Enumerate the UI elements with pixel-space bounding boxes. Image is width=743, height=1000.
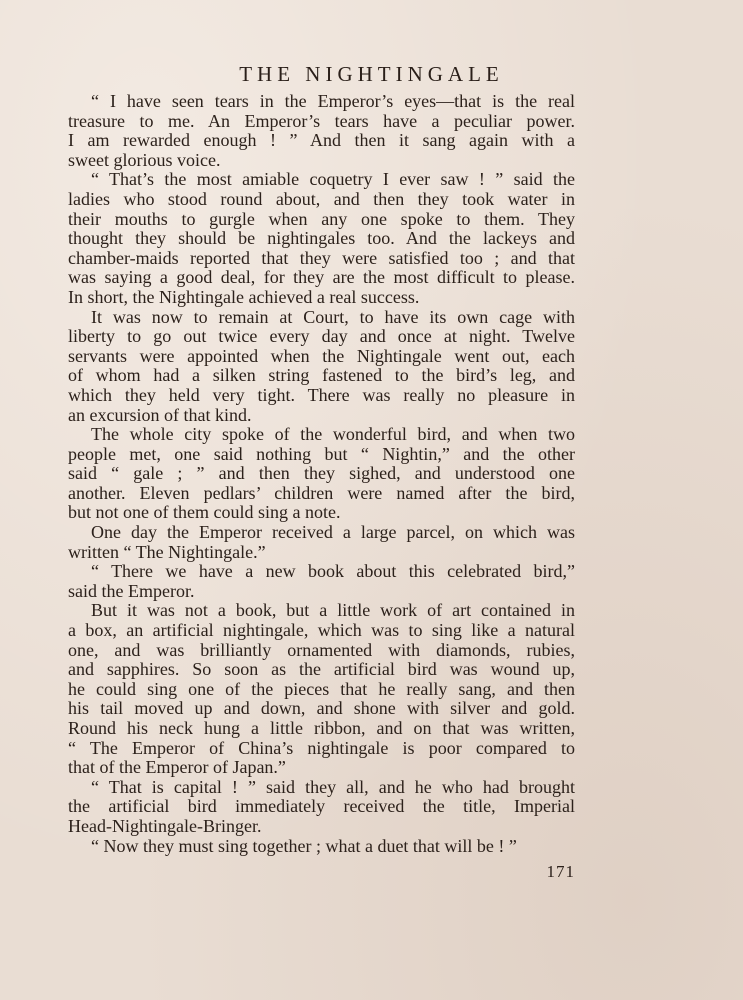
text-line: “ Now they must sing together ; what a duet that will be ! ” [91, 835, 517, 856]
text-line: “ There we have a new book about this celebrated bird,” [91, 561, 575, 582]
text-line: said the Emperor. [68, 580, 195, 601]
text-line: Head-Nightingale-Bringer. [68, 815, 262, 836]
text-line: their mouths to gurgle when any one spoke to them. They [68, 208, 575, 229]
text-line: a box, an artificial nightingale, which was to sing like a natural [68, 620, 575, 641]
text-line: an excursion of that kind. [68, 404, 252, 425]
text-line: The whole city spoke of the wonderful bird, and when two [91, 424, 575, 445]
page-number: 171 [546, 862, 575, 881]
text-line: the artificial bird immediately received the title, Imperial [68, 796, 575, 817]
body-text [68, 92, 575, 856]
text-line: “ That’s the most amiable coquetry I ever saw ! ” said the [91, 169, 575, 190]
text-line: liberty to go out twice every day and once at night. Twelve [68, 326, 575, 347]
text-line: said “ gale ; ” and then they sighed, and understood one [68, 463, 575, 484]
text-line: one, and was brilliantly ornamented with diamonds, rubies, [68, 639, 575, 660]
running-head: THE NIGHTINGALE [239, 62, 504, 86]
text-line: thought they should be nightingales too. And the lackeys and [68, 228, 575, 249]
text-line: he could sing one of the pieces that he really sang, and then [68, 678, 575, 699]
text-line: his tail moved up and down, and shone with silver and gold. [68, 698, 575, 719]
text-line: “ That is capital ! ” said they all, and he who had brought [91, 776, 575, 797]
text-line: sweet glorious voice. [68, 149, 221, 170]
text-line: another. Eleven pedlars’ children were named after the bird, [68, 482, 575, 503]
text-line: Round his neck hung a little ribbon, and on that was written, [68, 718, 575, 738]
text-line: I am rewarded enough ! ” And then it sang again with a [68, 130, 575, 151]
text-line: was saying a good deal, for they are the most difficult to please. [68, 267, 575, 288]
text-line: and sapphires. So soon as the artificial bird was wound up, [68, 659, 575, 680]
text-line: But it was not a book, but a little work of art contained in [91, 600, 575, 621]
text-line: chamber-maids reported that they were satisfied too ; and that [68, 247, 575, 268]
text-line: It was now to remain at Court, to have its own cage with [91, 306, 575, 327]
text-line: people met, one said nothing but “ Nightin,” and the other [68, 443, 575, 464]
text-line: servants were appointed when the Nightingale went out, each [68, 345, 575, 366]
text-line: that of the Emperor of Japan.” [68, 757, 286, 778]
text-line: which they held very tight. There was really no pleasure in [68, 384, 575, 405]
text-line: written “ The Nightingale.” [68, 541, 266, 562]
text-line: but not one of them could sing a note. [68, 502, 341, 523]
text-line: “ I have seen tears in the Emperor’s eyes—that is the real [91, 91, 575, 111]
text-line: In short, the Nightingale achieved a real success. [68, 286, 420, 307]
text-line: One day the Emperor received a large parcel, on which was [91, 522, 575, 543]
text-line: ladies who stood round about, and then they took water in [68, 188, 575, 209]
text-line: treasure to me. An Emperor’s tears have a peculiar power. [68, 110, 575, 131]
text-line: “ The Emperor of China’s nightingale is poor compared to [68, 737, 575, 758]
text-line: of whom had a silken string fastened to the bird’s leg, and [68, 365, 575, 386]
